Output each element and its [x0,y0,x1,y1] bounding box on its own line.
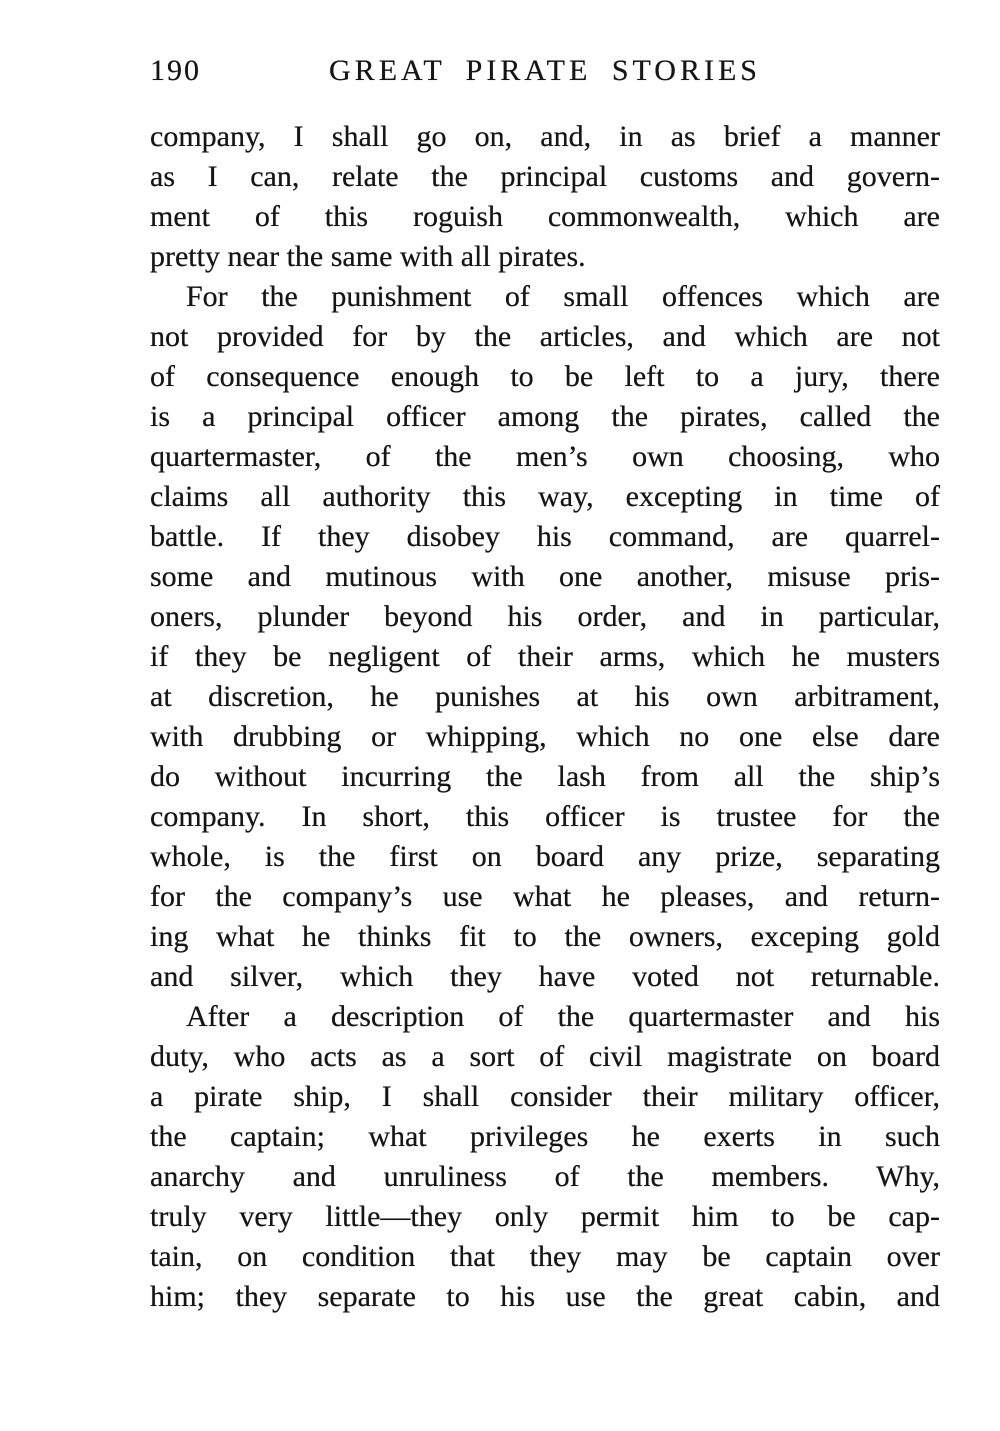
text-line: battle. If they disobey his command, are quarrel- [150,520,940,553]
body-text [150,117,940,1317]
text-line: For the punishment of small offences which are [186,280,940,313]
text-line: if they be negligent of their arms, which he musters [150,640,940,673]
text-line: claims all authority this way, excepting in time of [150,480,940,513]
text-line: company, I shall go on, and, in as brief a manner [150,120,940,153]
text-line: not provided for by the articles, and which are not [150,320,940,353]
text-line: do without incurring the lash from all the ship’s [150,760,940,793]
text-line: him; they separate to his use the great cabin, and [150,1280,940,1313]
text-line: of consequence enough to be left to a jury, there [150,360,940,393]
text-line: After a description of the quartermaster and his [186,1000,940,1033]
text-line: truly very little—they only permit him to be cap- [150,1200,940,1233]
text-line: quartermaster, of the men’s own choosing, who [150,440,940,473]
text-line: ing what he thinks fit to the owners, exceping gold [150,920,940,953]
text-line: as I can, relate the principal customs and govern- [150,160,940,193]
text-line: at discretion, he punishes at his own arbitrament, [150,680,940,713]
running-title: GREAT PIRATE STORIES [329,54,761,87]
text-line: whole, is the first on board any prize, separating [150,840,940,873]
text-line: pretty near the same with all pirates. [150,240,586,273]
page-header [150,54,940,88]
text-line: tain, on condition that they may be captain over [150,1240,940,1273]
text-line: ment of this roguish commonwealth, which are [150,200,940,233]
text-line: a pirate ship, I shall consider their military officer, [150,1080,940,1113]
text-line: for the company’s use what he pleases, and return- [150,880,940,913]
text-line: is a principal officer among the pirates, called the [150,400,940,433]
text-line: some and mutinous with one another, misuse pris- [150,560,940,593]
text-line: duty, who acts as a sort of civil magistrate on board [150,1040,940,1073]
text-line: anarchy and unruliness of the members. Why, [150,1160,940,1193]
text-line: and silver, which they have voted not returnable. [150,960,940,993]
text-line: the captain; what privileges he exerts in such [150,1120,940,1153]
text-line: company. In short, this officer is trustee for the [150,800,940,833]
text-line: with drubbing or whipping, which no one else dare [150,720,940,753]
text-line: oners, plunder beyond his order, and in particular, [150,600,940,633]
page-number: 190 [150,54,201,87]
